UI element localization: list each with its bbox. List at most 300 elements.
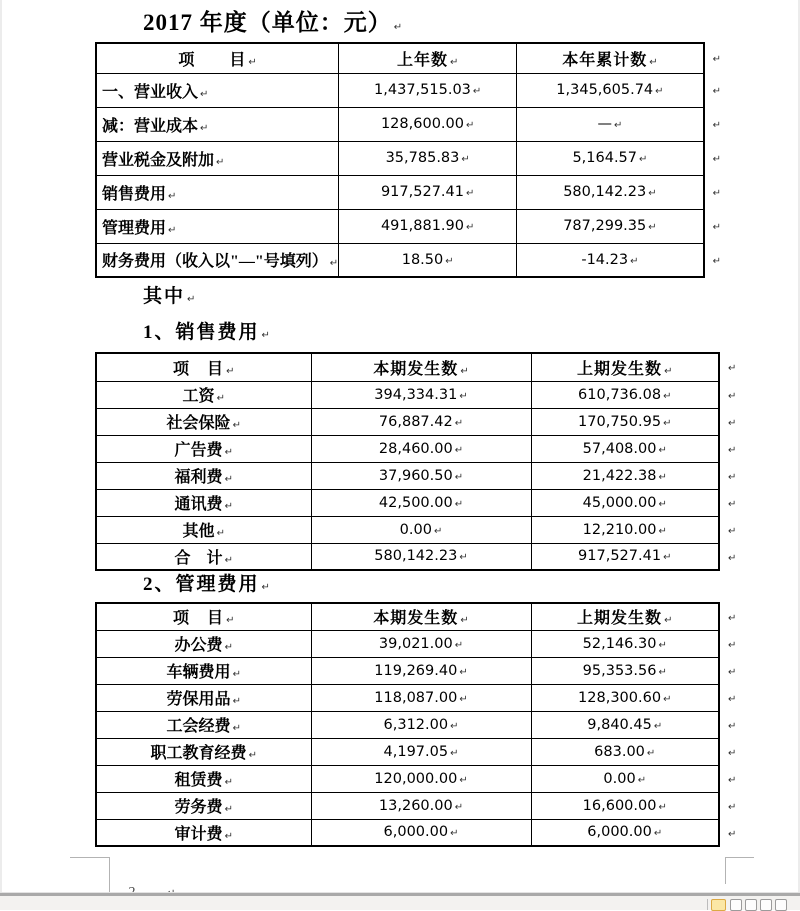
heading-text: 2、管理费用 [143, 574, 260, 595]
pilcrow-icon: ↵ [728, 471, 737, 483]
cell-text: 财务费用（收入以"—"号填列） [102, 253, 328, 271]
pilcrow-icon: ↵ [450, 747, 459, 759]
table-row [96, 738, 747, 765]
end-of-row-mark [719, 353, 747, 381]
cell-text: 580,142.23 [374, 548, 458, 565]
document-title [143, 4, 403, 37]
cell-prior-period [531, 765, 719, 792]
pilcrow-icon: ↵ [728, 552, 737, 564]
cell-item [96, 630, 311, 657]
pilcrow-icon: ↵ [658, 444, 667, 456]
cell-text: 广告费 [174, 442, 223, 459]
cell-current-period [311, 489, 531, 516]
cell-current-period [311, 543, 531, 570]
cell-text: 128,600.00 [380, 116, 464, 132]
pilcrow-icon: ↵ [663, 693, 672, 705]
cell-text: 9,840.45 [587, 716, 652, 733]
cell-text: 118,087.00 [374, 689, 458, 706]
pilcrow-icon: ↵ [728, 693, 737, 705]
header-cell-item [96, 43, 339, 73]
pilcrow-icon: ↵ [649, 56, 658, 68]
cell-text: 社会保险 [166, 415, 231, 432]
cell-current-period [311, 516, 531, 543]
pilcrow-icon: ↵ [224, 554, 233, 566]
header-text: 本期发生数 [373, 360, 459, 378]
pilcrow-icon: ↵ [728, 774, 737, 786]
cell-item-total [96, 543, 311, 570]
cell-item [96, 765, 311, 792]
cell-text: 917,527.41 [380, 184, 464, 200]
pilcrow-icon: ↵ [454, 498, 464, 510]
header-cell-item [96, 603, 311, 630]
cell-prior-period [531, 630, 719, 657]
end-of-row-mark [719, 603, 747, 630]
cell-prior-period [531, 792, 719, 819]
pilcrow-icon: ↵ [728, 390, 737, 402]
bottom-right-margin-mark [725, 857, 754, 858]
cell-text: 35,785.83 [385, 150, 460, 166]
table-header-row [96, 353, 747, 381]
cell-current-period [311, 792, 531, 819]
status-bar [0, 896, 800, 910]
pilcrow-icon: ↵ [712, 154, 722, 165]
pilcrow-icon: ↵ [655, 86, 664, 97]
cell-item [96, 209, 339, 243]
end-of-row-mark [719, 792, 747, 819]
cell-text: 租赁费 [174, 772, 223, 789]
cell-text: 119,269.40 [374, 662, 458, 679]
cell-text: 18.50 [401, 251, 444, 268]
interim-heading [143, 281, 197, 308]
cell-text: 394,334.31 [374, 386, 458, 403]
table-row [96, 792, 747, 819]
pilcrow-icon: ↵ [712, 222, 722, 233]
pilcrow-icon: ↵ [454, 639, 464, 651]
cell-item [96, 738, 311, 765]
cell-prior-period [531, 738, 719, 765]
cell-current-period [311, 462, 531, 489]
cell-prev-year [339, 107, 517, 141]
pilcrow-icon: ↵ [248, 56, 257, 68]
cell-text: 52,146.30 [582, 635, 657, 652]
end-of-row-mark [719, 516, 747, 543]
cell-text: 6,312.00 [383, 716, 449, 733]
table-row [96, 408, 747, 435]
bottom-right-margin-mark [725, 857, 726, 884]
header-text: 上期发生数 [577, 360, 663, 378]
cell-item [96, 489, 311, 516]
pilcrow-icon: ↵ [450, 720, 459, 732]
end-of-row-mark [719, 435, 747, 462]
pilcrow-icon: ↵ [459, 552, 468, 564]
cell-ytd [517, 73, 704, 107]
cell-current-period [311, 819, 531, 846]
pilcrow-icon: ↵ [658, 639, 667, 651]
pilcrow-icon: ↵ [728, 639, 737, 651]
pilcrow-icon: ↵ [663, 390, 672, 402]
pilcrow-icon: ↵ [728, 525, 737, 537]
pilcrow-icon: ↵ [232, 723, 241, 734]
cell-text: 4,197.05 [383, 743, 449, 760]
cell-current-period [311, 435, 531, 462]
header-text: 项 目 [173, 360, 225, 378]
cell-prior-period [531, 819, 719, 846]
cell-text: 76,887.42 [378, 413, 453, 430]
header-text: 上年数 [396, 51, 448, 69]
pilcrow-icon: ↵ [658, 525, 667, 537]
pilcrow-icon: ↵ [728, 417, 737, 429]
cell-text: 通讯费 [174, 496, 223, 513]
outline-view-icon[interactable] [760, 899, 772, 911]
pilcrow-icon: ↵ [261, 330, 272, 341]
end-of-row-mark [719, 408, 747, 435]
cell-item [96, 792, 311, 819]
cell-prior-period [531, 381, 719, 408]
cell-prior-period [531, 711, 719, 738]
status-bar-separator [707, 899, 708, 910]
pilcrow-icon: ↵ [459, 666, 468, 678]
pilcrow-icon: ↵ [728, 828, 737, 840]
cell-text: 其他 [182, 523, 215, 540]
pilcrow-icon: ↵ [712, 188, 722, 199]
header-text: 上期发生数 [577, 610, 663, 628]
pilcrow-icon: ↵ [224, 474, 233, 485]
table-header-row [96, 43, 732, 73]
cell-item [96, 175, 339, 209]
pilcrow-icon: ↵ [232, 696, 241, 707]
cell-current-period [311, 381, 531, 408]
table-row [96, 381, 747, 408]
pilcrow-icon: ↵ [216, 393, 225, 404]
cell-prior-period [531, 408, 719, 435]
cell-prior-period [531, 489, 719, 516]
cell-text: 1,437,515.03 [374, 82, 471, 98]
cell-current-period [311, 630, 531, 657]
pilcrow-icon: ↵ [261, 582, 272, 593]
header-cell-item [96, 353, 311, 381]
window-left-edge [0, 0, 2, 910]
pilcrow-icon: ↵ [445, 255, 454, 267]
cell-text: -14.23 [581, 251, 629, 268]
pilcrow-icon: ↵ [630, 255, 639, 267]
cell-item [96, 711, 311, 738]
cell-prev-year [339, 243, 517, 277]
pilcrow-icon: ↵ [460, 615, 469, 627]
cell-text: 工会经费 [166, 718, 231, 735]
end-of-row-mark [704, 141, 732, 175]
cell-text: 0.00 [603, 770, 636, 787]
table-row [96, 107, 732, 141]
pilcrow-icon: ↵ [460, 365, 469, 377]
pilcrow-icon: ↵ [459, 390, 468, 402]
pilcrow-icon: ↵ [226, 615, 235, 627]
cell-current-period [311, 684, 531, 711]
end-of-row-mark [719, 657, 747, 684]
cell-text: 营业税金及附加 [102, 151, 215, 169]
table-row [96, 209, 732, 243]
end-of-row-mark [719, 462, 747, 489]
pilcrow-icon: ↵ [465, 120, 475, 131]
pilcrow-icon: ↵ [224, 642, 233, 653]
pilcrow-icon: ↵ [450, 828, 459, 840]
pilcrow-icon: ↵ [712, 86, 722, 97]
header-cell-ytd [517, 43, 704, 73]
pilcrow-icon: ↵ [232, 669, 241, 680]
title-text: 2017 年度（单位：元） [143, 10, 392, 35]
pilcrow-icon: ↵ [658, 498, 667, 510]
cell-text: 95,353.56 [582, 662, 657, 679]
pilcrow-icon: ↵ [728, 666, 737, 678]
cell-text: 120,000.00 [374, 770, 458, 787]
cell-text: 917,527.41 [578, 548, 662, 565]
end-of-row-mark [704, 243, 732, 277]
cell-text: 42,500.00 [378, 494, 453, 511]
pilcrow-icon: ↵ [168, 190, 177, 202]
cell-prev-year [339, 73, 517, 107]
cell-text: 580,142.23 [563, 184, 647, 200]
pilcrow-icon: ↵ [226, 365, 235, 377]
end-of-row-mark [704, 43, 732, 73]
end-of-row-mark [719, 543, 747, 570]
cell-item [96, 684, 311, 711]
table-row [96, 516, 747, 543]
table-row [96, 489, 747, 516]
table-row [96, 630, 747, 657]
header-cell-current-period [311, 603, 531, 630]
table-row [96, 243, 732, 277]
table-row [96, 175, 732, 209]
cell-text: 45,000.00 [582, 494, 657, 511]
pilcrow-icon: ↵ [200, 122, 209, 134]
pilcrow-icon: ↵ [200, 88, 209, 100]
pilcrow-icon: ↵ [728, 801, 737, 813]
pilcrow-icon: ↵ [465, 188, 475, 199]
cell-text: 销售费用 [102, 185, 167, 203]
cell-text: 车辆费用 [166, 664, 231, 681]
end-of-row-mark [719, 489, 747, 516]
table-row [96, 684, 747, 711]
pilcrow-icon: ↵ [461, 154, 470, 165]
cell-text: 170,750.95 [578, 413, 662, 430]
header-cell-current-period [311, 353, 531, 381]
pilcrow-icon: ↵ [728, 747, 737, 759]
cell-prior-period [531, 516, 719, 543]
cell-item [96, 462, 311, 489]
pilcrow-icon: ↵ [454, 801, 464, 813]
pilcrow-icon: ↵ [224, 501, 233, 512]
pilcrow-icon: ↵ [653, 828, 663, 840]
cell-item [96, 516, 311, 543]
pilcrow-icon: ↵ [712, 120, 722, 131]
cell-text: 审计费 [174, 825, 223, 843]
cell-text: 491,881.90 [380, 218, 464, 234]
end-of-row-mark [719, 738, 747, 765]
cell-text: — [597, 116, 612, 132]
cell-prev-year [339, 209, 517, 243]
cell-text: 787,299.35 [563, 218, 647, 234]
pilcrow-icon: ↵ [648, 222, 657, 233]
pilcrow-icon: ↵ [393, 22, 404, 33]
cell-text: 5,164.57 [572, 150, 638, 166]
bottom-left-margin-mark [70, 857, 110, 858]
pilcrow-icon: ↵ [712, 256, 722, 267]
pilcrow-icon: ↵ [658, 801, 667, 813]
fullscreen-reading-view-icon[interactable] [730, 899, 742, 911]
pilcrow-icon: ↵ [449, 56, 459, 68]
header-text: 本期发生数 [373, 610, 459, 628]
draft-view-icon[interactable] [775, 899, 787, 911]
cell-text: 16,600.00 [582, 797, 657, 814]
cell-current-period [311, 765, 531, 792]
table-header-row [96, 603, 747, 630]
selling-expense-table [95, 352, 748, 571]
pilcrow-icon: ↵ [728, 612, 737, 624]
end-of-row-mark [704, 73, 732, 107]
main-expense-table [95, 42, 733, 278]
pilcrow-icon: ↵ [646, 747, 656, 759]
cell-text: 工资 [182, 388, 215, 405]
print-layout-view-icon[interactable] [711, 899, 726, 911]
web-layout-view-icon[interactable] [745, 899, 757, 911]
table-row [96, 819, 747, 846]
pilcrow-icon: ↵ [472, 86, 482, 97]
cell-prior-period [531, 543, 719, 570]
pilcrow-icon: ↵ [663, 552, 672, 564]
cell-ytd [517, 141, 704, 175]
pilcrow-icon: ↵ [433, 525, 443, 537]
cell-current-period [311, 408, 531, 435]
cell-item [96, 408, 311, 435]
pilcrow-icon: ↵ [653, 720, 663, 732]
pilcrow-icon: ↵ [465, 222, 475, 233]
cell-text: 610,736.08 [578, 386, 662, 403]
pilcrow-icon: ↵ [658, 666, 667, 678]
table-row [96, 657, 747, 684]
heading-text: 其中 [143, 286, 186, 307]
end-of-row-mark [719, 381, 747, 408]
cell-item [96, 381, 311, 408]
cell-text: 57,408.00 [582, 440, 657, 457]
cell-text: 28,460.00 [378, 440, 453, 457]
heading-text: 1、销售费用 [143, 322, 260, 343]
cell-text: 12,210.00 [582, 521, 657, 538]
pilcrow-icon: ↵ [639, 154, 648, 165]
cell-item [96, 435, 311, 462]
end-of-row-mark [719, 819, 747, 846]
header-cell-prior-period [531, 603, 719, 630]
cell-prior-period [531, 684, 719, 711]
cell-prev-year [339, 141, 517, 175]
header-text: 项 目 [178, 51, 247, 69]
cell-current-period [311, 657, 531, 684]
cell-text: 劳务费 [174, 799, 223, 816]
cell-ytd [517, 175, 704, 209]
cell-text: 福利费 [174, 469, 223, 486]
cell-item [96, 243, 339, 277]
cell-text: 一、营业收入 [102, 83, 199, 101]
cell-text: 6,000.00 [587, 824, 652, 841]
cell-prev-year [339, 175, 517, 209]
pilcrow-icon: ↵ [224, 447, 233, 458]
table-row [96, 73, 732, 107]
pilcrow-icon: ↵ [648, 188, 657, 199]
pilcrow-icon: ↵ [658, 471, 667, 483]
pilcrow-icon: ↵ [187, 294, 198, 305]
pilcrow-icon: ↵ [663, 417, 672, 429]
pilcrow-icon: ↵ [168, 224, 177, 236]
cell-item [96, 107, 339, 141]
pilcrow-icon: ↵ [454, 417, 464, 429]
cell-item [96, 819, 311, 846]
cell-ytd [517, 107, 704, 141]
table-row [96, 543, 747, 570]
pilcrow-icon: ↵ [712, 54, 722, 65]
pilcrow-icon: ↵ [613, 120, 623, 131]
table-row [96, 141, 732, 175]
cell-text: 37,960.50 [378, 467, 453, 484]
end-of-row-mark [704, 209, 732, 243]
end-of-row-mark [719, 765, 747, 792]
pilcrow-icon: ↵ [664, 365, 673, 377]
pilcrow-icon: ↵ [329, 258, 339, 270]
cell-text: 128,300.60 [578, 689, 662, 706]
cell-text: 683.00 [594, 743, 645, 760]
cell-ytd [517, 209, 704, 243]
cell-text: 0.00 [399, 521, 432, 538]
cell-text: 1,345,605.74 [556, 82, 654, 98]
cell-text: 职工教育经费 [150, 745, 247, 762]
cell-text: 合 计 [174, 549, 223, 567]
pilcrow-icon: ↵ [728, 720, 737, 732]
admin-expense-table [95, 602, 748, 847]
pilcrow-icon: ↵ [216, 156, 225, 168]
cell-text: 13,260.00 [378, 797, 453, 814]
cell-prior-period [531, 435, 719, 462]
end-of-row-mark [719, 630, 747, 657]
pilcrow-icon: ↵ [454, 444, 464, 456]
cell-text: 管理费用 [102, 219, 167, 237]
cell-text: 办公费 [174, 637, 223, 654]
cell-prior-period [531, 462, 719, 489]
table-row [96, 462, 747, 489]
pilcrow-icon: ↵ [459, 774, 468, 786]
header-text: 本年累计数 [562, 51, 648, 69]
table-row [96, 765, 747, 792]
pilcrow-icon: ↵ [728, 363, 737, 374]
pilcrow-icon: ↵ [216, 528, 225, 539]
pilcrow-icon: ↵ [664, 615, 673, 627]
pilcrow-icon: ↵ [637, 774, 647, 786]
cell-text: 劳保用品 [166, 691, 231, 708]
cell-text: 减：营业成本 [102, 117, 199, 135]
end-of-row-mark [704, 107, 732, 141]
end-of-row-mark [719, 711, 747, 738]
table-row [96, 711, 747, 738]
header-cell-prior-period [531, 353, 719, 381]
pilcrow-icon: ↵ [224, 777, 233, 788]
subsection1-heading [143, 317, 272, 344]
cell-item [96, 73, 339, 107]
subsection2-heading [143, 569, 272, 596]
pilcrow-icon: ↵ [224, 804, 233, 815]
pilcrow-icon: ↵ [728, 444, 737, 456]
cell-prior-period [531, 657, 719, 684]
header-text: 项 目 [173, 610, 225, 628]
pilcrow-icon: ↵ [454, 471, 464, 483]
pilcrow-icon: ↵ [728, 498, 737, 510]
pilcrow-icon: ↵ [248, 750, 257, 761]
end-of-row-mark [704, 175, 732, 209]
